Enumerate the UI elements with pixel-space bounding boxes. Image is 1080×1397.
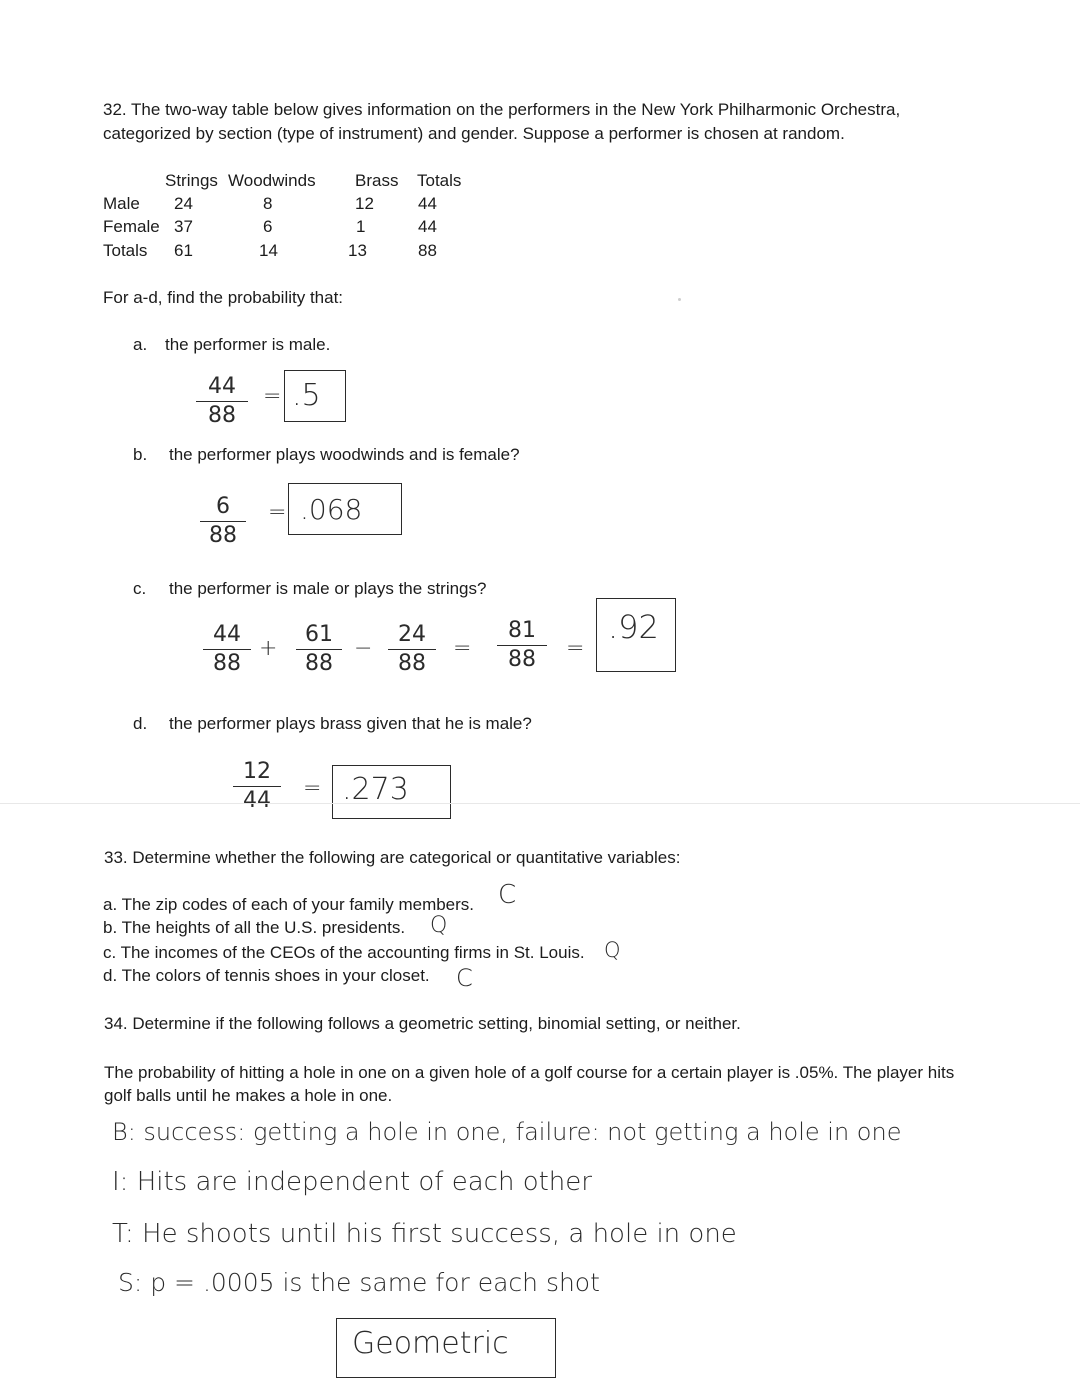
q34-work-line-s: S: p = .0005 is the same for each shot (118, 1268, 600, 1297)
part-c-equals-2: = (566, 636, 585, 661)
numerator: 6 (216, 494, 230, 519)
denominator: 88 (305, 651, 333, 676)
table-cell: 44 (418, 194, 437, 213)
table-row-label: Totals (103, 241, 148, 260)
numerator: 44 (213, 622, 241, 647)
denominator: 88 (213, 651, 241, 676)
part-c-fraction-3 (388, 623, 436, 676)
numerator: 44 (208, 374, 236, 399)
q34-prompt-line1: The probability of hitting a hole in one on a given hole of a golf course for a certain player is .05%. The player hits (104, 1063, 955, 1082)
table-cell: 37 (174, 217, 193, 236)
denominator: 88 (209, 523, 237, 548)
q33-answer-c: Q (604, 938, 621, 962)
table-cell: 14 (259, 241, 278, 260)
q34-prompt-line2: golf balls until he makes a hole in one. (104, 1086, 393, 1105)
table-cell: 44 (418, 217, 437, 236)
denominator: 88 (208, 403, 236, 428)
q34-answer: Geometric (352, 1326, 509, 1361)
q33-answer-b: Q (430, 913, 448, 938)
q33-answer-a: C (498, 880, 517, 910)
table-cell: 61 (174, 241, 193, 260)
table-cell: 8 (263, 194, 273, 213)
table-header: Brass (355, 171, 399, 190)
numerator: 12 (243, 759, 271, 784)
part-c-question: the performer is male or plays the strings? (169, 579, 487, 598)
denominator: 88 (508, 647, 536, 672)
part-b-question: the performer plays woodwinds and is female? (169, 445, 520, 464)
numerator: 81 (508, 618, 536, 643)
part-b-fraction (200, 495, 246, 548)
part-b-answer: .068 (300, 493, 363, 526)
q33-item-c: c. The incomes of the CEOs of the accounting firms in St. Louis. (103, 943, 585, 962)
table-cell: 12 (355, 194, 374, 213)
part-d-equals: = (303, 776, 322, 801)
table-header: Totals (417, 171, 462, 190)
table-cell: 24 (174, 194, 193, 213)
q33-item-b: b. The heights of all the U.S. presidents. (103, 918, 406, 937)
part-a-answer: .5 (292, 378, 321, 413)
part-c-op-plus: + (259, 636, 278, 661)
table-header: Woodwinds (228, 171, 316, 190)
part-c-fraction-4 (497, 619, 547, 672)
part-d-letter: d. (133, 714, 148, 733)
part-c-op-minus: − (354, 636, 373, 661)
q32-instruction: For a-d, find the probability that: (103, 288, 344, 307)
part-a-letter: a. (133, 335, 148, 354)
q33-answer-d: C (456, 964, 473, 992)
q34-work-line-t: T: He shoots until his first success, a hole in one (112, 1219, 737, 1249)
part-a-question: the performer is male. (165, 335, 331, 354)
denominator: 88 (398, 651, 426, 676)
table-cell: 88 (418, 241, 437, 260)
part-c-equals-1: = (453, 636, 472, 661)
numerator: 61 (305, 622, 333, 647)
part-c-answer: .92 (608, 608, 659, 646)
numerator: 24 (398, 622, 426, 647)
q33-item-d: d. The colors of tennis shoes in your closet. (103, 966, 430, 985)
scan-divider (0, 803, 1080, 804)
part-d-answer: .273 (342, 772, 409, 807)
table-row-label: Female (103, 217, 160, 236)
part-c-fraction-1 (203, 623, 251, 676)
q33-item-a: a. The zip codes of each of your family members. (103, 895, 475, 914)
part-b-letter: b. (133, 445, 148, 464)
table-row-label: Male (103, 194, 140, 213)
table-cell: 13 (348, 241, 367, 260)
q34-title: 34. Determine if the following follows a geometric setting, binomial setting, or neither. (104, 1014, 741, 1033)
part-c-letter: c. (133, 579, 147, 598)
table-cell: 6 (263, 217, 273, 236)
q34-work-line-i: I: Hits are independent of each other (112, 1167, 592, 1197)
part-d-fraction (233, 760, 281, 813)
q33-title: 33. Determine whether the following are categorical or quantitative variables: (104, 848, 681, 867)
table-cell: 1 (356, 217, 366, 236)
denominator: 44 (243, 788, 271, 813)
part-b-equals: = (268, 500, 287, 525)
part-a-fraction (196, 375, 248, 428)
q32-intro-line2: categorized by section (type of instrument) and gender. Suppose a performer is chosen at random. (103, 124, 845, 143)
q34-work-line-b: B: success: getting a hole in one, failure: not getting a hole in one (112, 1118, 902, 1146)
part-a-equals: = (263, 384, 282, 409)
scan-speck (678, 298, 681, 301)
table-header: Strings (165, 171, 218, 190)
q32-intro-line1: 32. The two-way table below gives information on the performers in the New York Philharmonic Orchestra, (103, 100, 901, 119)
part-c-fraction-2 (296, 623, 342, 676)
part-d-question: the performer plays brass given that he is male? (169, 714, 532, 733)
